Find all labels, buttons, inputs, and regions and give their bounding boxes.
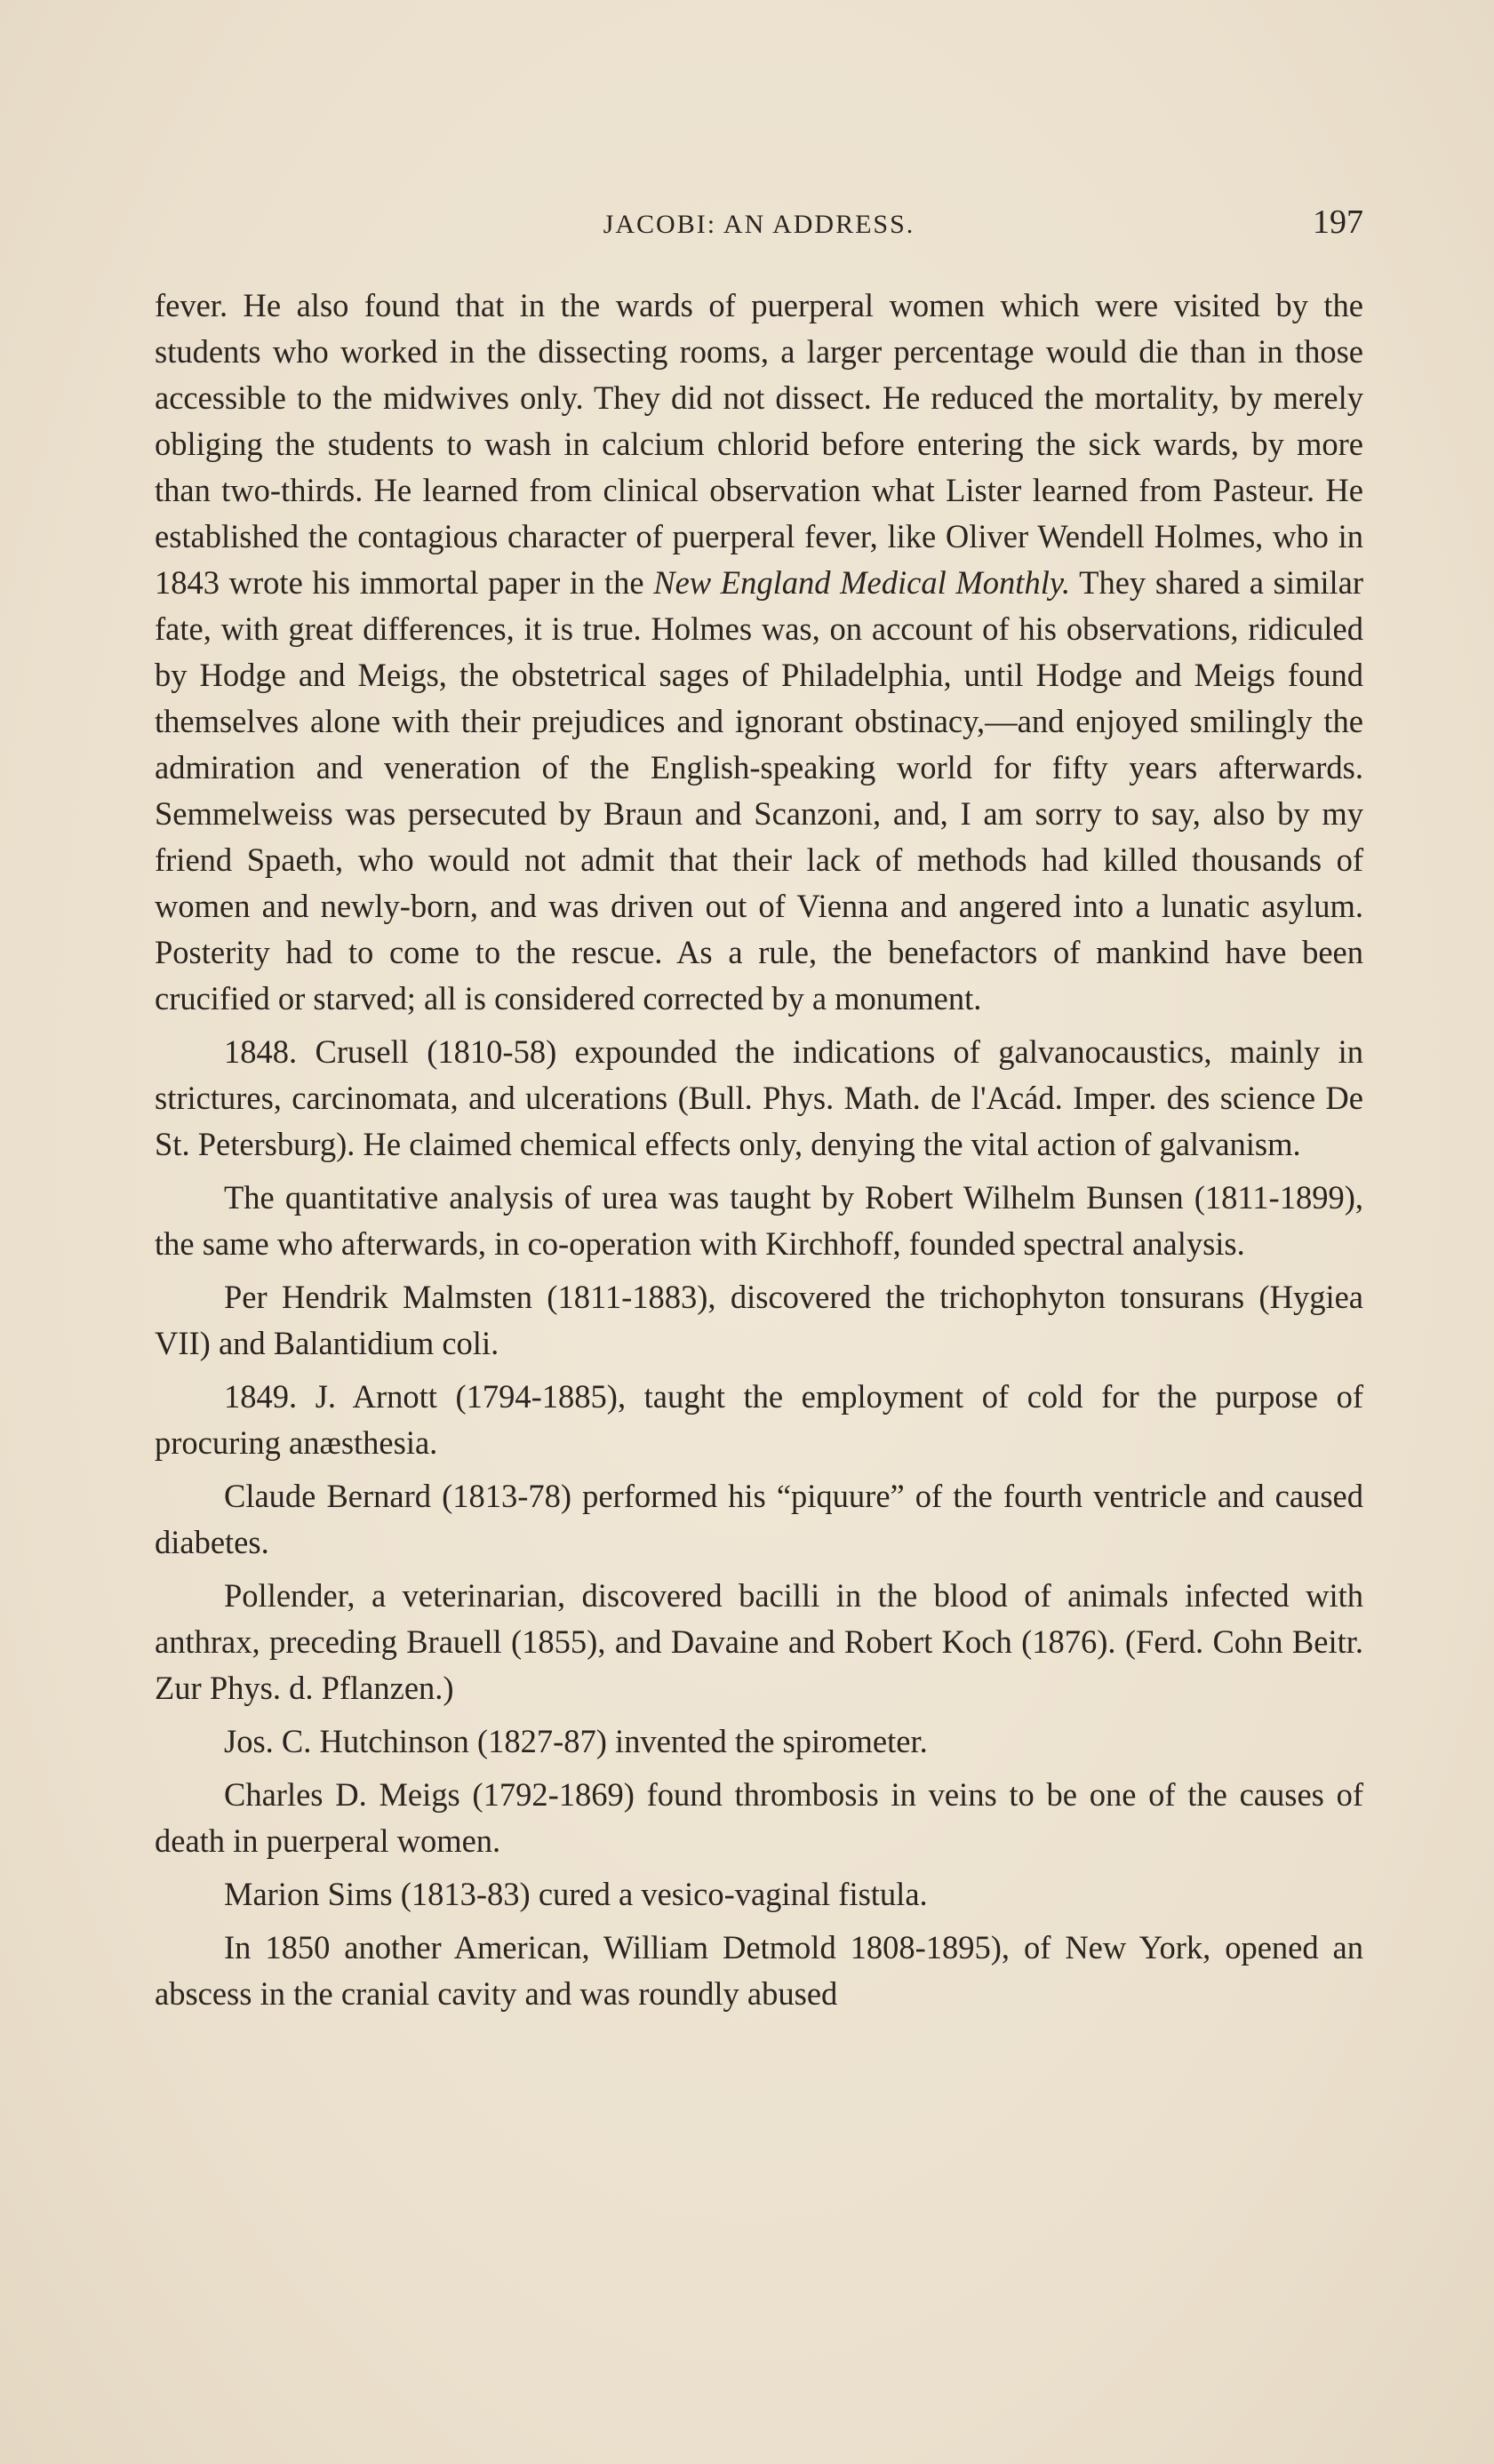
paragraph-malmsten: Per Hendrik Malmsten (1811-1883), discovered the trichophyton tonsurans (Hygiea VII) and Balantidium coli. — [155, 1279, 1363, 1361]
paragraph-bunsen: The quantitative analysis of urea was taught by Robert Wilhelm Bunsen (1811-1899), the same who afterwards, in co-operation with Kirchhoff, founded spectral analysis. — [155, 1179, 1363, 1262]
body-text — [155, 283, 1363, 2017]
paragraph-text: fever. He also found that in the wards of puerperal women which were visited by the students who worked in the dissecting rooms, a larger percentage would die than in those accessible to the midwives only. They did not dissect. He reduced the mortality, by merely obliging the students to wash in calcium chlorid before entering the sick wards, by more than two-thirds. He learned from clinical observation what Lister learned from Pasteur. He established the contagious character of puerperal fever, like Oliver Wendell Holmes, who in 1843 wrote his immortal paper in the — [155, 287, 1363, 601]
running-head — [155, 203, 1363, 247]
running-title: JACOBI: AN ADDRESS. — [603, 210, 915, 239]
paragraph-meigs: Charles D. Meigs (1792-1869) found thrombosis in veins to be one of the causes of death in puerperal women. — [155, 1776, 1363, 1859]
paragraph-sims: Marion Sims (1813-83) cured a vesico-vaginal fistula. — [224, 1876, 928, 1912]
paragraph-crusell: 1848. Crusell (1810-58) expounded the indications of galvanocaustics, mainly in strictures, carcinomata, and ulcerations (Bull. Phys. Math. de l'Acád. Imper. des science De St. Petersburg). He claimed chemical effects only, denying the vital action of galvanism. — [155, 1033, 1363, 1162]
journal-title: New England Medical Monthly. — [653, 564, 1071, 601]
paragraph-hutchinson: Jos. C. Hutchinson (1827-87) invented the spirometer. — [224, 1723, 928, 1759]
paragraph-semmelweiss-continued — [155, 283, 1363, 1022]
paragraph-arnott: 1849. J. Arnott (1794-1885), taught the employment of cold for the purpose of procuring anæsthesia. — [155, 1378, 1363, 1461]
paragraph-text: They shared a similar fate, with great differences, it is true. Holmes was, on account of his observations, ridiculed by Hodge and Meigs, the obstetrical sages of Philadelphia, until Hodge and Meigs found themselves alone with their prejudices and ignorant obstinacy,—and enjoyed smilingly the admiration and veneration of the English-speaking world for fifty years afterwards. Semmelweiss was persecuted by Braun and Scanzoni, and, I am sorry to say, also by my friend Spaeth, who would not admit that their lack of methods had killed thousands of women and newly-born, and was driven out of Vienna and angered into a lunatic asylum. Posterity had to come to the rescue. As a rule, the benefactors of mankind have been crucified or starved; all is considered corrected by a monument. — [155, 564, 1363, 1017]
paragraph-detmold: In 1850 another American, William Detmold 1808-1895), of New York, opened an abscess in the cranial cavity and was roundly abused — [155, 1929, 1363, 2012]
paragraph-pollender: Pollender, a veterinarian, discovered bacilli in the blood of animals infected with anthrax, preceding Brauell (1855), and Davaine and Robert Koch (1876). (Ferd. Cohn Beitr. Zur Phys. d. Pflanzen.) — [155, 1577, 1363, 1706]
paragraph-bernard: Claude Bernard (1813-78) performed his “piquure” of the fourth ventricle and caused diabetes. — [155, 1478, 1363, 1560]
page-number: 197 — [1313, 203, 1363, 241]
